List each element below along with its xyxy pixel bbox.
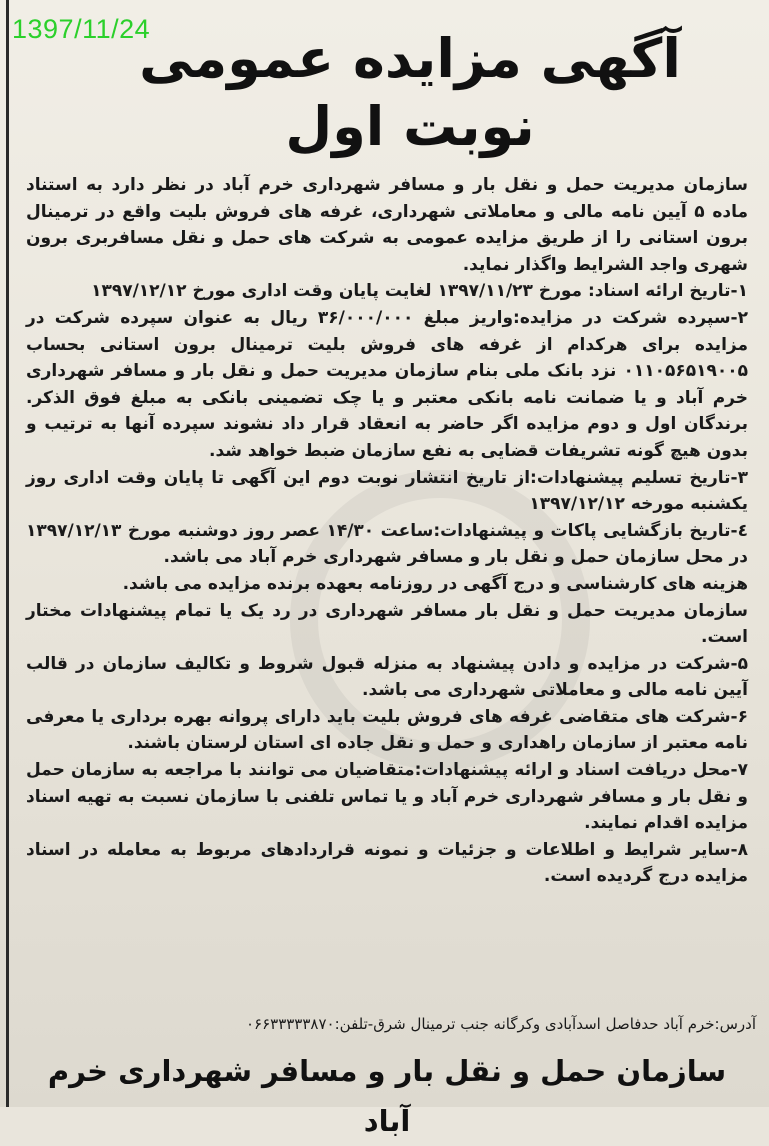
notice-body <box>26 172 748 890</box>
date-stamp: 1397/11/24 <box>12 14 151 44</box>
rejection-paragraph: سازمان مدیریت حمل و نقل بار مسافر شهرداری در رد یک یا تمام پیشنهادات مختار است. <box>26 600 748 648</box>
item-8-other-terms: ۸-سایر شرایط و اطلاعات و جزئیات و نمونه قراردادهای مربوط به معامله در اسناد مزایده درج گردیده است. <box>26 839 748 887</box>
item-4-opening-date: ٤-تاریخ بازگشایی پاکات و پیشنهادات:ساعت ۱۴/۳۰ عصر روز دوشنبه مورخ ۱۳۹۷/۱۲/۱۳ در محل سازمان حمل و نقل بار و مسافر شهرداری خرم آباد می باشد. <box>26 520 748 568</box>
item-3-submission-date: ۳-تاریخ تسلیم پیشنهادات:از تاریخ انتشار نوبت دوم این آگهی تا پایان وقت اداری روز یکشنبه مورخه ۱۳۹۷/۱۲/۱۲ <box>26 467 748 515</box>
address-line: آدرس:خرم آباد حدفاصل اسدآبادی وکرگانه جنب ترمینال شرق-تلفن:۰۶۶۳۳۳۳۳۸۷۰ <box>245 1015 756 1033</box>
notice-title: آگهی مزایده عمومی <box>139 27 681 90</box>
organization-signature: سازمان حمل و نقل بار و مسافر شهرداری خرم آباد <box>47 1054 727 1138</box>
item-6-requirements: ۶-شرکت های متقاضی غرفه های فروش بلیت باید دارای پروانه بهره برداری یا معرفی نامه معتبر از سازمان راهداری و حمل و نقل جاده ای استان لرستان باشند. <box>26 706 748 754</box>
fees-paragraph: هزینه های کارشناسی و درج آگهی در روزنامه بعهده برنده مزایده می باشد. <box>122 573 748 594</box>
item-5-conditions: ۵-شرکت در مزایده و دادن پیشنهاد به منزله قبول شروط و تکالیف سازمان در قالب آیین نامه مالی و معاملاتی شهرداری می باشد. <box>26 653 748 701</box>
item-7-location: ۷-محل دریافت اسناد و ارائه پیشنهادات:متقاضیان می توانند با مراجعه به سازمان حمل و نقل بار و مسافر شهرداری خرم آباد و یا تماس تلفنی با سازمان نسبت به تهیه اسناد مزایده اقدام نمایند. <box>26 760 748 834</box>
item-1-document-dates: ۱-تاریخ ارائه اسناد: مورخ ۱۳۹۷/۱۱/۲۳ لغایت پایان وقت اداری مورخ ۱۳۹۷/۱۲/۱۲ <box>91 281 748 302</box>
notice-subtitle: نوبت اول <box>285 95 535 158</box>
column-rule <box>6 0 9 1107</box>
intro-paragraph: سازمان مدیریت حمل و نقل بار و مسافر شهرداری خرم آباد در نظر دارد به استناد ماده ۵ آیین نامه مالی و معاملاتی شهرداری، غرفه های فروش بلیت واقع در ترمینال برون استانی را از طریق مزایده عمومی به شرکت های حمل و نقل مسافربری برون شهری واجد الشرایط واگذار نماید. <box>26 175 748 275</box>
item-2-deposit: ۲-سپرده شرکت در مزایده:واریز مبلغ ۳۶/۰۰۰/۰۰۰ ریال به عنوان سپرده شرکت در مزایده برای هرکدام از غرفه های فروش بلیت ترمینال برون استانی بحساب ۰۱۱۰۵۶۵۱۹۰۰۵ نزد بانک ملی بنام سازمان مدیریت حمل و نقل بار و مسافر شهرداری خرم آباد و یا ضمانت نامه بانکی معتبر و یا چک تضمینی بانکی به مبلغ فوق الذکر. برندگان اول و دوم مزایده اگر حاضر به انعقاد قرار داد نشوند سپرده آنها به ترتیب و بدون هیچ گونه تشریفات قضایی به نفع سازمان ضبط خواهد شد. <box>26 307 748 461</box>
